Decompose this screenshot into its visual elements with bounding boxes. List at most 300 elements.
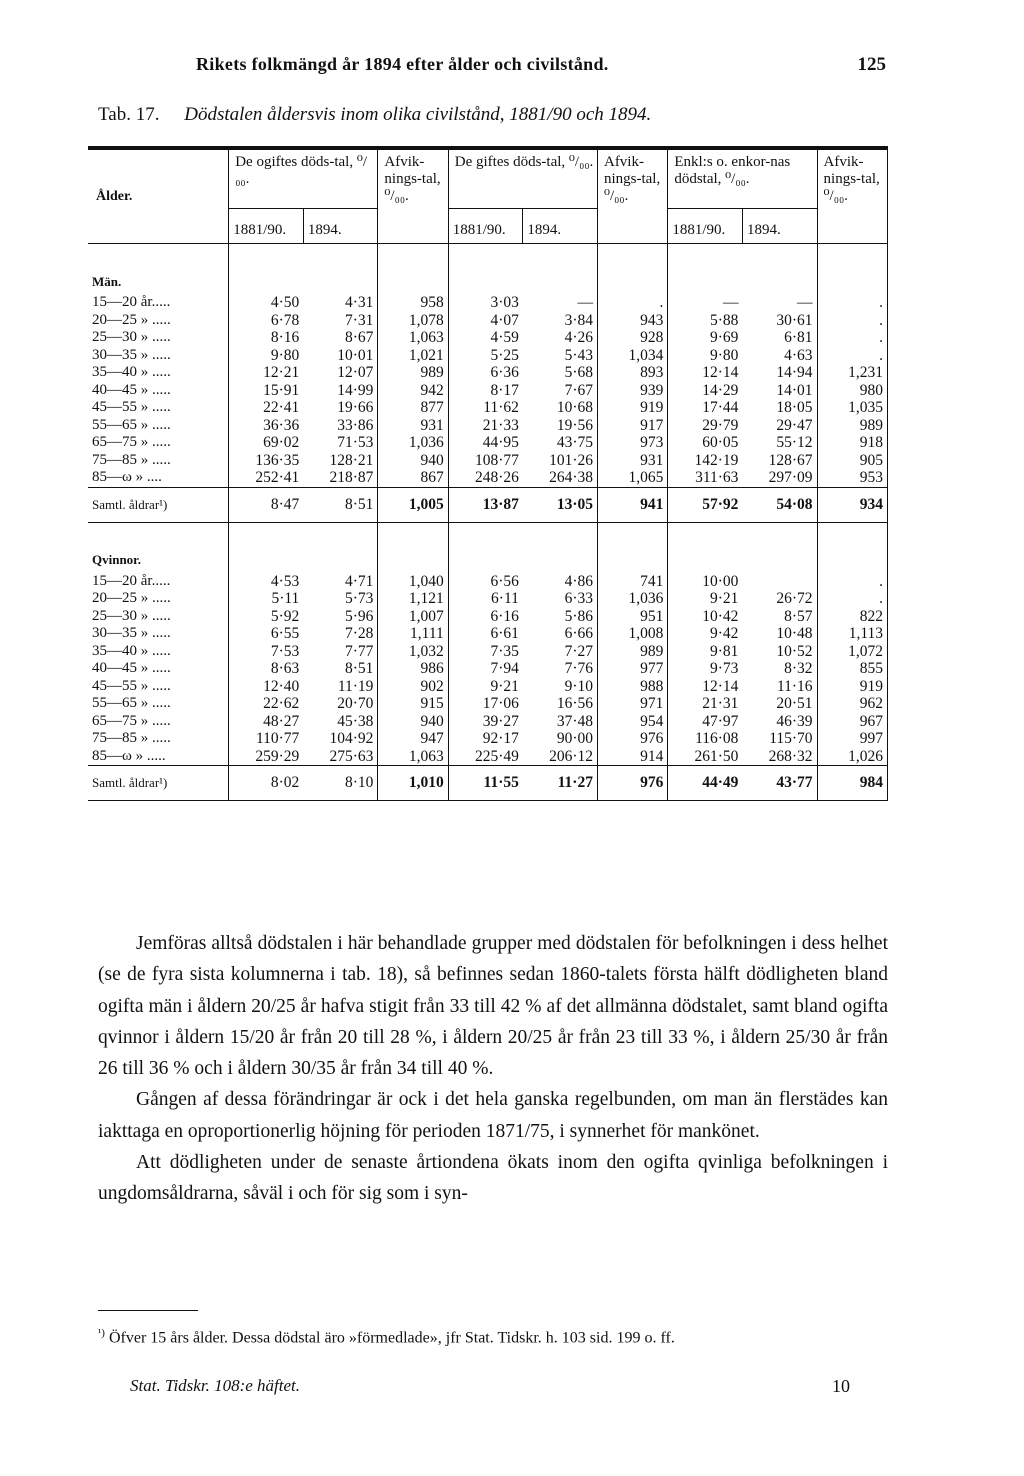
journal-issue: Stat. Tidskr. 108:e häftet. [130, 1376, 300, 1395]
deviation-cell: 942 [378, 382, 448, 400]
rate-cell: 10·00 [668, 573, 743, 591]
rate-cell: 71·53 [337, 434, 374, 451]
rate-cell: 60·05 [668, 434, 743, 452]
age-label: 40—45 » ..... [92, 660, 171, 676]
rate-cell: 47·97 [668, 713, 743, 731]
rate-cell: 9·42 [668, 625, 743, 643]
age-label: 35—40 » ..... [92, 364, 171, 380]
deviation-cell: 905 [817, 452, 887, 470]
rate-cell: 6·55 [229, 625, 304, 643]
rate-cell: 22·41 [229, 399, 304, 417]
deviation-cell: 967 [817, 713, 887, 731]
rate-cell: 5·92 [229, 608, 304, 626]
deviation-cell: 941 [597, 487, 667, 522]
total-row [88, 487, 888, 522]
table-row [88, 417, 888, 435]
table-row [88, 382, 888, 400]
deviation-cell: 939 [597, 382, 667, 400]
rate-cell: 7·94 [448, 660, 523, 678]
rate-cell: 90·00 [556, 730, 593, 747]
rate-cell: 8·47 [229, 487, 304, 522]
age-label: 30—35 » ..... [92, 625, 171, 641]
rate-cell: 6·16 [448, 608, 523, 626]
table-row [88, 434, 888, 452]
rate-cell: 7·35 [448, 643, 523, 661]
rate-cell: 8·16 [229, 329, 304, 347]
paragraph: Gången af dessa förändringar är ock i det hela ganska regelbunden, om man än flerstädes kan iakttaga en oproportionerlig höjning för perioden 1871/75, i synnerhet för mankönet. [98, 1089, 888, 1142]
rate-cell: 8·32 [784, 660, 813, 677]
deviation-cell: 953 [817, 469, 887, 487]
rate-cell: 7·31 [345, 311, 374, 329]
rate-cell: 8·57 [784, 607, 813, 625]
footnote-marker: ¹) [98, 1327, 105, 1339]
deviation-cell: 943 [597, 312, 667, 330]
rate-cell: 8·10 [303, 766, 378, 801]
rate-cell: 29·79 [668, 417, 743, 435]
table-row [88, 660, 888, 678]
table-row [88, 294, 888, 312]
deviation-cell: . [817, 590, 887, 608]
year-header: 1881/90. [668, 209, 743, 244]
deviation-cell: 988 [597, 678, 667, 696]
deviation-cell: 1,010 [378, 766, 448, 801]
rate-cell: — [668, 294, 743, 312]
deviation-cell: 928 [597, 329, 667, 347]
rate-cell: 13·05 [523, 487, 598, 522]
table-row [88, 695, 888, 713]
deviation-cell: 919 [597, 399, 667, 417]
rate-cell: 26·72 [776, 590, 813, 607]
rate-cell: 110·77 [229, 730, 304, 748]
table-row [88, 364, 888, 382]
rate-cell: 12·14 [668, 364, 743, 382]
rate-cell: 17·06 [448, 695, 523, 713]
rate-cell: 6·33 [564, 590, 593, 607]
rate-cell: 20·70 [337, 695, 374, 712]
deviation-cell: 877 [378, 399, 448, 417]
rate-cell: 4·31 [345, 294, 374, 311]
deviation-cell: 1,072 [817, 643, 887, 661]
rate-cell: 12·40 [229, 678, 304, 696]
deviation-cell: 976 [597, 766, 667, 801]
rate-cell: 6·78 [229, 312, 304, 330]
rate-cell: 16·56 [556, 695, 593, 712]
table-row [88, 452, 888, 470]
deviation-cell: 915 [378, 695, 448, 713]
deviation-cell: 989 [817, 417, 887, 435]
section-row [88, 244, 888, 295]
deviation-cell: 1,026 [817, 748, 887, 766]
age-label: 20—25 » ..... [92, 311, 171, 328]
rate-cell: 14·01 [776, 381, 813, 399]
rate-cell: 30·61 [776, 311, 813, 329]
rate-cell: 6·36 [448, 364, 523, 382]
rate-cell: 6·61 [448, 625, 523, 643]
rate-cell: 36·36 [229, 417, 304, 435]
deviation-cell: 1,034 [597, 347, 667, 365]
age-label: 15—20 år..... [92, 294, 171, 310]
deviation-cell: . [817, 329, 887, 347]
deviation-cell: 1,036 [378, 434, 448, 452]
rate-cell: 4·59 [448, 329, 523, 347]
rate-cell: 14·99 [337, 381, 374, 399]
rate-cell: 128·67 [768, 451, 813, 469]
rate-cell: 12·21 [229, 364, 304, 382]
deviation-cell: 931 [597, 452, 667, 470]
deviation-cell: 867 [378, 469, 448, 487]
rate-cell: 11·55 [448, 766, 523, 801]
rate-cell: 268·32 [768, 747, 813, 765]
rate-cell: 252·41 [229, 469, 304, 487]
rate-cell: 17·44 [668, 399, 743, 417]
rate-cell: 5·88 [668, 312, 743, 330]
deviation-cell: 741 [597, 573, 667, 591]
rate-cell: 3·03 [448, 294, 523, 312]
rate-cell: 9·80 [229, 347, 304, 365]
rate-cell: 44·95 [448, 434, 523, 452]
age-label: 20—25 » ..... [92, 590, 171, 606]
rate-cell: 5·86 [564, 607, 593, 625]
rate-cell: 101·26 [549, 451, 593, 469]
rate-cell: 248·26 [448, 469, 523, 487]
rate-cell: 128·21 [329, 451, 374, 469]
paragraph: Att dödligheten under de senaste årtiondena ökats inom den ogifta qvinliga befolkningen i ungdomsåldrarna, såväl i och för sig som i syn- [98, 1152, 888, 1205]
rate-cell: 44·49 [668, 766, 743, 801]
table-row [88, 590, 888, 608]
rate-cell: 9·80 [668, 347, 743, 365]
rate-cell: 261·50 [668, 748, 743, 766]
rate-cell: 311·63 [668, 469, 743, 487]
rate-cell: 5·96 [345, 607, 374, 625]
rate-cell: 259·29 [229, 748, 304, 766]
deviation-cell: 1,065 [597, 469, 667, 487]
rate-cell: 5·43 [564, 346, 593, 364]
rate-cell: — [797, 294, 813, 311]
rate-cell: 43·75 [556, 434, 593, 451]
rate-cell: 115·70 [769, 730, 813, 747]
deviation-cell: . [817, 312, 887, 330]
total-row [88, 766, 888, 801]
rate-cell: 8·51 [303, 487, 378, 522]
section-row [88, 522, 888, 573]
rate-cell: 19·66 [337, 399, 374, 416]
running-head [196, 54, 886, 84]
deviation-cell: 1,008 [597, 625, 667, 643]
table-row [88, 573, 888, 591]
rate-cell: 5·11 [229, 590, 304, 608]
rate-cell: 218·87 [329, 469, 374, 486]
rate-cell: 104·92 [329, 730, 374, 747]
age-label: Samtl. åldrar¹) [88, 766, 229, 801]
deviation-cell: 1,063 [378, 329, 448, 347]
deviation-cell: 984 [817, 766, 887, 801]
deviation-cell: 931 [378, 417, 448, 435]
table-row [88, 625, 888, 643]
deviation-cell: 902 [378, 678, 448, 696]
rate-cell: 108·77 [448, 452, 523, 470]
rate-cell: 12·14 [668, 678, 743, 696]
age-label: 15—20 år..... [92, 572, 171, 589]
deviation-cell: . [817, 347, 887, 365]
deviation-cell: 951 [597, 608, 667, 626]
age-label: 40—45 » ..... [92, 381, 171, 398]
rate-cell: 264·38 [549, 469, 593, 486]
rate-cell: 22·62 [229, 695, 304, 713]
rate-cell: 12·07 [337, 364, 374, 381]
deviation-cell: 958 [378, 294, 448, 312]
footnote-rule [98, 1310, 198, 1311]
deviation-cell: 980 [817, 382, 887, 400]
rate-cell: 5·25 [448, 347, 523, 365]
rate-cell: 15·91 [229, 382, 304, 400]
deviation-cell: 1,005 [378, 487, 448, 522]
deviation-cell: 940 [378, 713, 448, 731]
rate-cell: 10·42 [668, 608, 743, 626]
deviation-cell: 1,231 [817, 364, 887, 382]
rate-cell: 10·01 [337, 346, 374, 364]
rate-cell: 48·27 [229, 713, 304, 731]
rate-cell: 10·48 [776, 625, 813, 642]
table-title [98, 104, 651, 126]
rate-cell: 8·02 [229, 766, 304, 801]
rate-cell: 9·69 [668, 329, 743, 347]
age-label: 45—55 » ..... [92, 677, 171, 694]
table-row [88, 608, 888, 626]
rate-cell: 297·09 [768, 469, 813, 486]
age-label: 75—85 » ..... [92, 451, 171, 468]
deviation-cell: 914 [597, 748, 667, 766]
footnote [98, 1322, 888, 1349]
deviation-cell: 962 [817, 695, 887, 713]
rate-cell: 7·28 [345, 625, 374, 642]
deviation-cell: 954 [597, 713, 667, 731]
rate-cell: 11·27 [523, 766, 598, 801]
signature-number: 10 [832, 1376, 850, 1396]
deviation-header: Afvik-nings-tal, ⁰/₀₀. [378, 150, 448, 244]
table-body [88, 244, 888, 801]
year-header: 1894. [742, 209, 817, 244]
group-header-widowed: Enkl:s o. enkor-nas dödstal, ⁰/₀₀. [668, 150, 817, 209]
deviation-cell: 989 [378, 364, 448, 382]
table-row [88, 329, 888, 347]
age-label: 85—ω » ..... [92, 747, 166, 764]
rate-cell: 19·56 [556, 416, 593, 434]
rate-cell: 4·71 [345, 572, 374, 590]
deviation-cell: 1,078 [378, 312, 448, 330]
rate-cell: 9·81 [668, 643, 743, 661]
rate-cell: 20·51 [776, 695, 813, 712]
age-label: 30—35 » ..... [92, 346, 171, 363]
rate-cell: 6·81 [784, 329, 813, 346]
running-title: Rikets folkmängd år 1894 efter ålder och civilstånd. [196, 54, 609, 74]
rate-cell: 8·67 [345, 329, 374, 346]
section-label: Qvinnor. [92, 552, 142, 567]
deviation-cell: . [597, 294, 667, 312]
rate-cell: 29·47 [776, 416, 813, 434]
rate-cell: 8·17 [448, 382, 523, 400]
deviation-cell: 973 [597, 434, 667, 452]
rate-cell: 43·77 [742, 766, 817, 801]
rate-cell: 9·21 [448, 678, 523, 696]
deviation-cell: 997 [817, 730, 887, 748]
table-row [88, 469, 888, 487]
deviation-cell: 1,032 [378, 643, 448, 661]
rate-cell: 9·21 [668, 590, 743, 608]
rate-cell: 7·67 [564, 381, 593, 399]
age-column-header: Ålder. [96, 189, 133, 204]
rate-cell: 275·63 [329, 747, 374, 765]
deviation-cell: 1,113 [817, 625, 887, 643]
group-header-unmarried: De ogiftes döds-tal, ⁰/₀₀. [229, 150, 378, 209]
age-label: 55—65 » ..... [92, 695, 171, 711]
rate-cell: 7·27 [564, 642, 593, 660]
age-label: Samtl. åldrar¹) [88, 487, 229, 522]
group-header-married: De giftes döds-tal, ⁰/₀₀. [448, 150, 597, 209]
rate-cell: 9·10 [564, 677, 593, 695]
rate-cell: 5·73 [345, 590, 374, 607]
year-header: 1881/90. [229, 209, 304, 244]
age-label: 25—30 » ..... [92, 329, 171, 345]
rate-cell: 142·19 [668, 452, 743, 470]
rate-cell: 4·86 [564, 572, 593, 590]
body-text [98, 928, 888, 1210]
table-row [88, 399, 888, 417]
rate-cell: 5·68 [564, 364, 593, 381]
rate-cell: 18·05 [776, 399, 813, 416]
rate-cell: 9·73 [668, 660, 743, 678]
year-header: 1894. [523, 209, 598, 244]
rate-cell: 54·08 [742, 487, 817, 522]
table-row [88, 713, 888, 731]
rate-cell: 6·66 [564, 625, 593, 642]
rate-cell: 4·50 [229, 294, 304, 312]
age-label: 65—75 » ..... [92, 712, 171, 729]
rate-cell: 10·52 [776, 642, 813, 660]
deviation-cell: 1,111 [378, 625, 448, 643]
rate-cell: 7·76 [564, 660, 593, 677]
paragraph: Jemföras alltså dödstalen i här behandlade grupper med dödstalen för befolkningen i dess helhet (se de fyra sista kolumnerna i tab. 18), så befinnes sedan 1860-talets första hälft dödligheten bland ogifta män i åldern 20/25 år hafva stigit från 33 till 42 % af det allmänna dödstalet, samt bland ogifta qvinnor i åldern 15/20 år från 20 till 28 %, i åldern 20/25 år från 23 till 33 %, i åldern 25/30 år från 26 till 36 % och i åldern 30/35 år från 34 till 40 %. [98, 933, 888, 1080]
deviation-cell: 1,035 [817, 399, 887, 417]
deviation-header: Afvik-nings-tal, ⁰/₀₀. [817, 150, 887, 244]
year-header: 1894. [303, 209, 378, 244]
deviation-cell: 947 [378, 730, 448, 748]
rate-cell: 37·48 [556, 712, 593, 730]
rate-cell: 13·87 [448, 487, 523, 522]
year-header: 1881/90. [448, 209, 523, 244]
age-label: 55—65 » ..... [92, 416, 171, 433]
table-caption: Dödstalen åldersvis inom olika civilstånd, 1881/90 och 1894. [184, 104, 652, 125]
rate-cell: 116·08 [668, 730, 743, 748]
deviation-cell: 976 [597, 730, 667, 748]
rate-cell: 7·77 [345, 642, 374, 660]
deviation-cell: 855 [817, 660, 887, 678]
deviation-cell: 918 [817, 434, 887, 452]
rate-cell: 45·38 [337, 712, 374, 730]
deviation-cell: 986 [378, 660, 448, 678]
rate-cell: 46·39 [776, 712, 813, 730]
rate-cell: 136·35 [229, 452, 304, 470]
age-label: 25—30 » ..... [92, 607, 171, 624]
deviation-header: Afvik-nings-tal, ⁰/₀₀. [597, 150, 667, 244]
section-label: Män. [92, 273, 122, 289]
deviation-cell: 940 [378, 452, 448, 470]
rate-cell: 21·31 [668, 695, 743, 713]
rate-cell: 21·33 [448, 417, 523, 435]
footnote-text: Öfver 15 års ålder. Dessa dödstal äro »förmedlade», jfr Stat. Tidskr. h. 103 sid. 199 o. ff. [108, 1329, 675, 1347]
mortality-table [88, 146, 888, 801]
rate-cell: 4·07 [448, 312, 523, 330]
rate-cell: 4·26 [564, 329, 593, 346]
age-label: 75—85 » ..... [92, 730, 171, 746]
page-number: 125 [857, 54, 886, 75]
rate-cell: 7·53 [229, 643, 304, 661]
rate-cell: 92·17 [448, 730, 523, 748]
deviation-cell: 1,040 [378, 573, 448, 591]
rate-cell: 69·02 [229, 434, 304, 452]
deviation-cell: . [817, 573, 887, 591]
rate-cell: 6·56 [448, 573, 523, 591]
deviation-cell: 893 [597, 364, 667, 382]
table-row [88, 730, 888, 748]
deviation-cell: . [817, 294, 887, 312]
deviation-cell: 919 [817, 678, 887, 696]
rate-cell: 11·62 [448, 399, 523, 417]
deviation-cell: 1,021 [378, 347, 448, 365]
deviation-cell: 917 [597, 417, 667, 435]
deviation-cell: 971 [597, 695, 667, 713]
page-footer [130, 1376, 850, 1400]
rate-cell: 206·12 [549, 747, 593, 765]
deviation-cell: 934 [817, 487, 887, 522]
deviation-cell: 989 [597, 643, 667, 661]
deviation-cell: 1,121 [378, 590, 448, 608]
age-label: 45—55 » ..... [92, 399, 171, 415]
table-row [88, 643, 888, 661]
rate-cell: 57·92 [668, 487, 743, 522]
table-row [88, 678, 888, 696]
deviation-cell: 822 [817, 608, 887, 626]
age-label: 35—40 » ..... [92, 642, 171, 659]
rate-cell: 4·53 [229, 573, 304, 591]
rate-cell: — [577, 294, 593, 311]
rate-cell: 14·94 [776, 364, 813, 381]
age-label: 85—ω » .... [92, 469, 162, 485]
rate-cell: 6·11 [448, 590, 523, 608]
rate-cell: 3·84 [564, 311, 593, 329]
deviation-cell: 977 [597, 660, 667, 678]
rate-cell: 39·27 [448, 713, 523, 731]
table-label: Tab. 17. [98, 104, 160, 125]
deviation-cell: 1,063 [378, 748, 448, 766]
rate-cell: 225·49 [448, 748, 523, 766]
table-row [88, 347, 888, 365]
rate-cell: 8·51 [345, 660, 374, 677]
rate-cell: 10·68 [556, 399, 593, 416]
table-row [88, 312, 888, 330]
rate-cell: 8·63 [229, 660, 304, 678]
rate-cell: 11·16 [776, 677, 813, 695]
deviation-cell: 1,036 [597, 590, 667, 608]
rate-cell: 55·12 [776, 434, 813, 451]
rate-cell: 14·29 [668, 382, 743, 400]
rate-cell: 11·19 [337, 677, 374, 695]
deviation-cell: 1,007 [378, 608, 448, 626]
rate-cell: 33·86 [337, 416, 374, 434]
rate-cell: 4·63 [784, 346, 813, 364]
table-row [88, 748, 888, 766]
age-label: 65—75 » ..... [92, 434, 171, 450]
rate-cell [742, 573, 817, 591]
